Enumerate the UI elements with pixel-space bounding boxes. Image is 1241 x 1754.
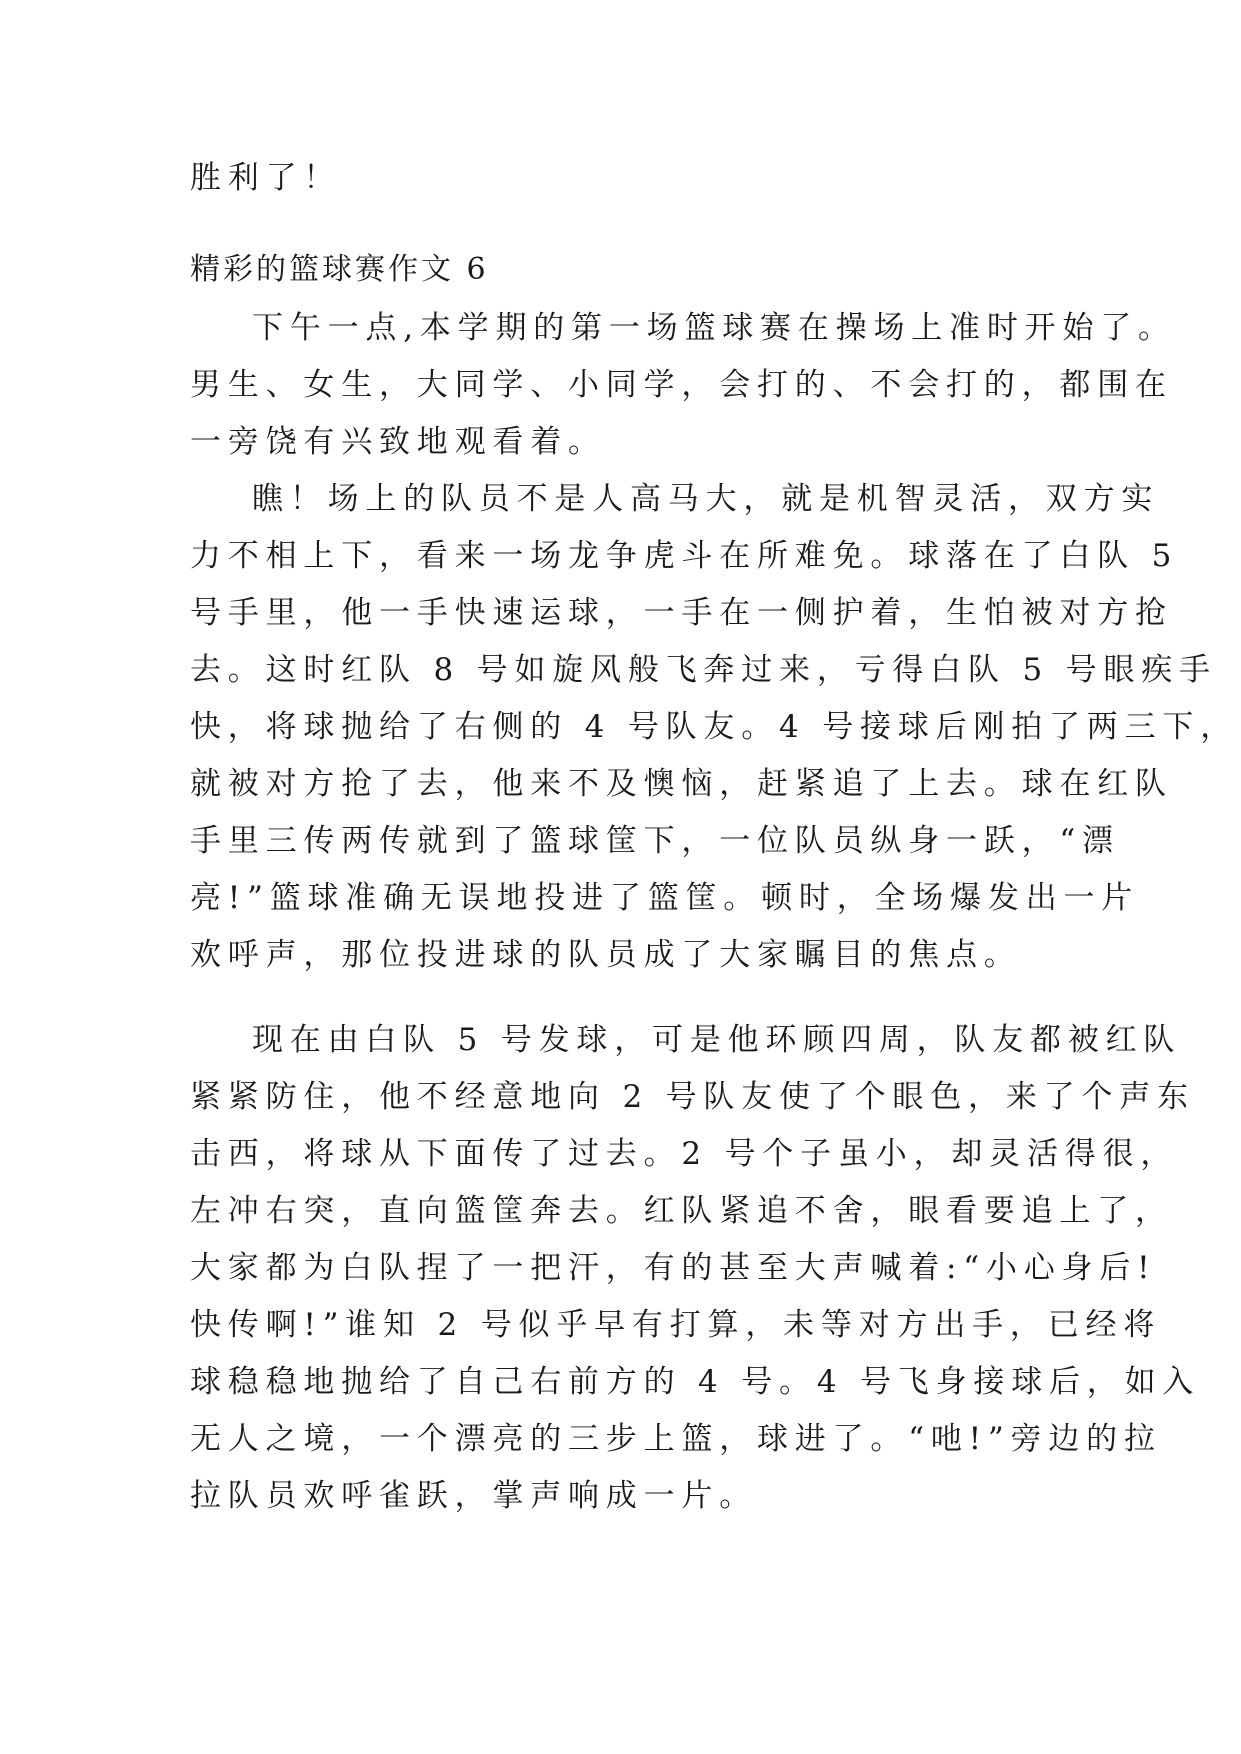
carryover-text: 胜利了！ <box>190 160 342 196</box>
paragraph-line: 快，将球抛给了右侧的 4 号队友。4 号接球后刚拍了两三下， <box>190 709 1239 745</box>
paragraph-line: 就被对方抢了去，他来不及懊恼，赶紧追了上去。球在红队 <box>190 766 1173 802</box>
paragraph-line: 男生、女生，大同学、小同学，会打的、不会打的，都围在 <box>190 367 1173 403</box>
paragraph-line: 去。这时红队 8 号如旋风般飞奔过来，亏得白队 5 号眼疾手 <box>190 652 1217 688</box>
paragraph-line: 大家都为白队捏了一把汗，有的甚至大声喊着:“小心身后! <box>190 1250 1157 1286</box>
paragraph-line: 无人之境，一个漂亮的三步上篮，球进了。“吔!”旁边的拉 <box>190 1421 1162 1457</box>
paragraph-line: 一旁饶有兴致地观看着。 <box>190 424 606 460</box>
paragraph-line: 左冲右突，直向篮筐奔去。红队紧追不舍，眼看要追上了， <box>190 1193 1173 1229</box>
paragraph-line: 下午一点,本学期的第一场篮球赛在操场上准时开始了。 <box>252 310 1176 346</box>
paragraph-line: 号手里，他一手快速运球，一手在一侧护着，生怕被对方抢 <box>190 595 1173 631</box>
essay-title: 精彩的篮球赛作文 6 <box>190 252 489 287</box>
paragraph-line: 紧紧防住，他不经意地向 2 号队友使了个眼色，来了个声东 <box>190 1079 1195 1115</box>
paragraph-line: 拉队员欢呼雀跃，掌声响成一片。 <box>190 1478 757 1514</box>
paragraph-line: 欢呼声，那位投进球的队员成了大家瞩目的焦点。 <box>190 937 1022 973</box>
paragraph-line: 亮!”篮球准确无误地投进了篮筐。顿时，全场爆发出一片 <box>190 880 1140 916</box>
paragraph-line: 手里三传两传就到了篮球筐下，一位队员纵身一跃，“漂 <box>190 823 1120 859</box>
paragraph-line: 快传啊!”谁知 2 号似乎早有打算，未等对方出手，已经将 <box>190 1307 1162 1343</box>
paragraph-line: 瞧！场上的队员不是人高马大，就是机智灵活，双方实 <box>252 481 1160 517</box>
paragraph-line: 力不相上下，看来一场龙争虎斗在所难免。球落在了白队 5 <box>190 538 1179 574</box>
paragraph-line: 球稳稳地抛给了自己右前方的 4 号。4 号飞身接球后，如入 <box>190 1364 1201 1400</box>
paragraph-line: 现在由白队 5 号发球，可是他环顾四周，队友都被红队 <box>252 1022 1182 1058</box>
paragraph-line: 击西，将球从下面传了过去。2 号个子虽小，却灵活得很， <box>190 1136 1179 1172</box>
